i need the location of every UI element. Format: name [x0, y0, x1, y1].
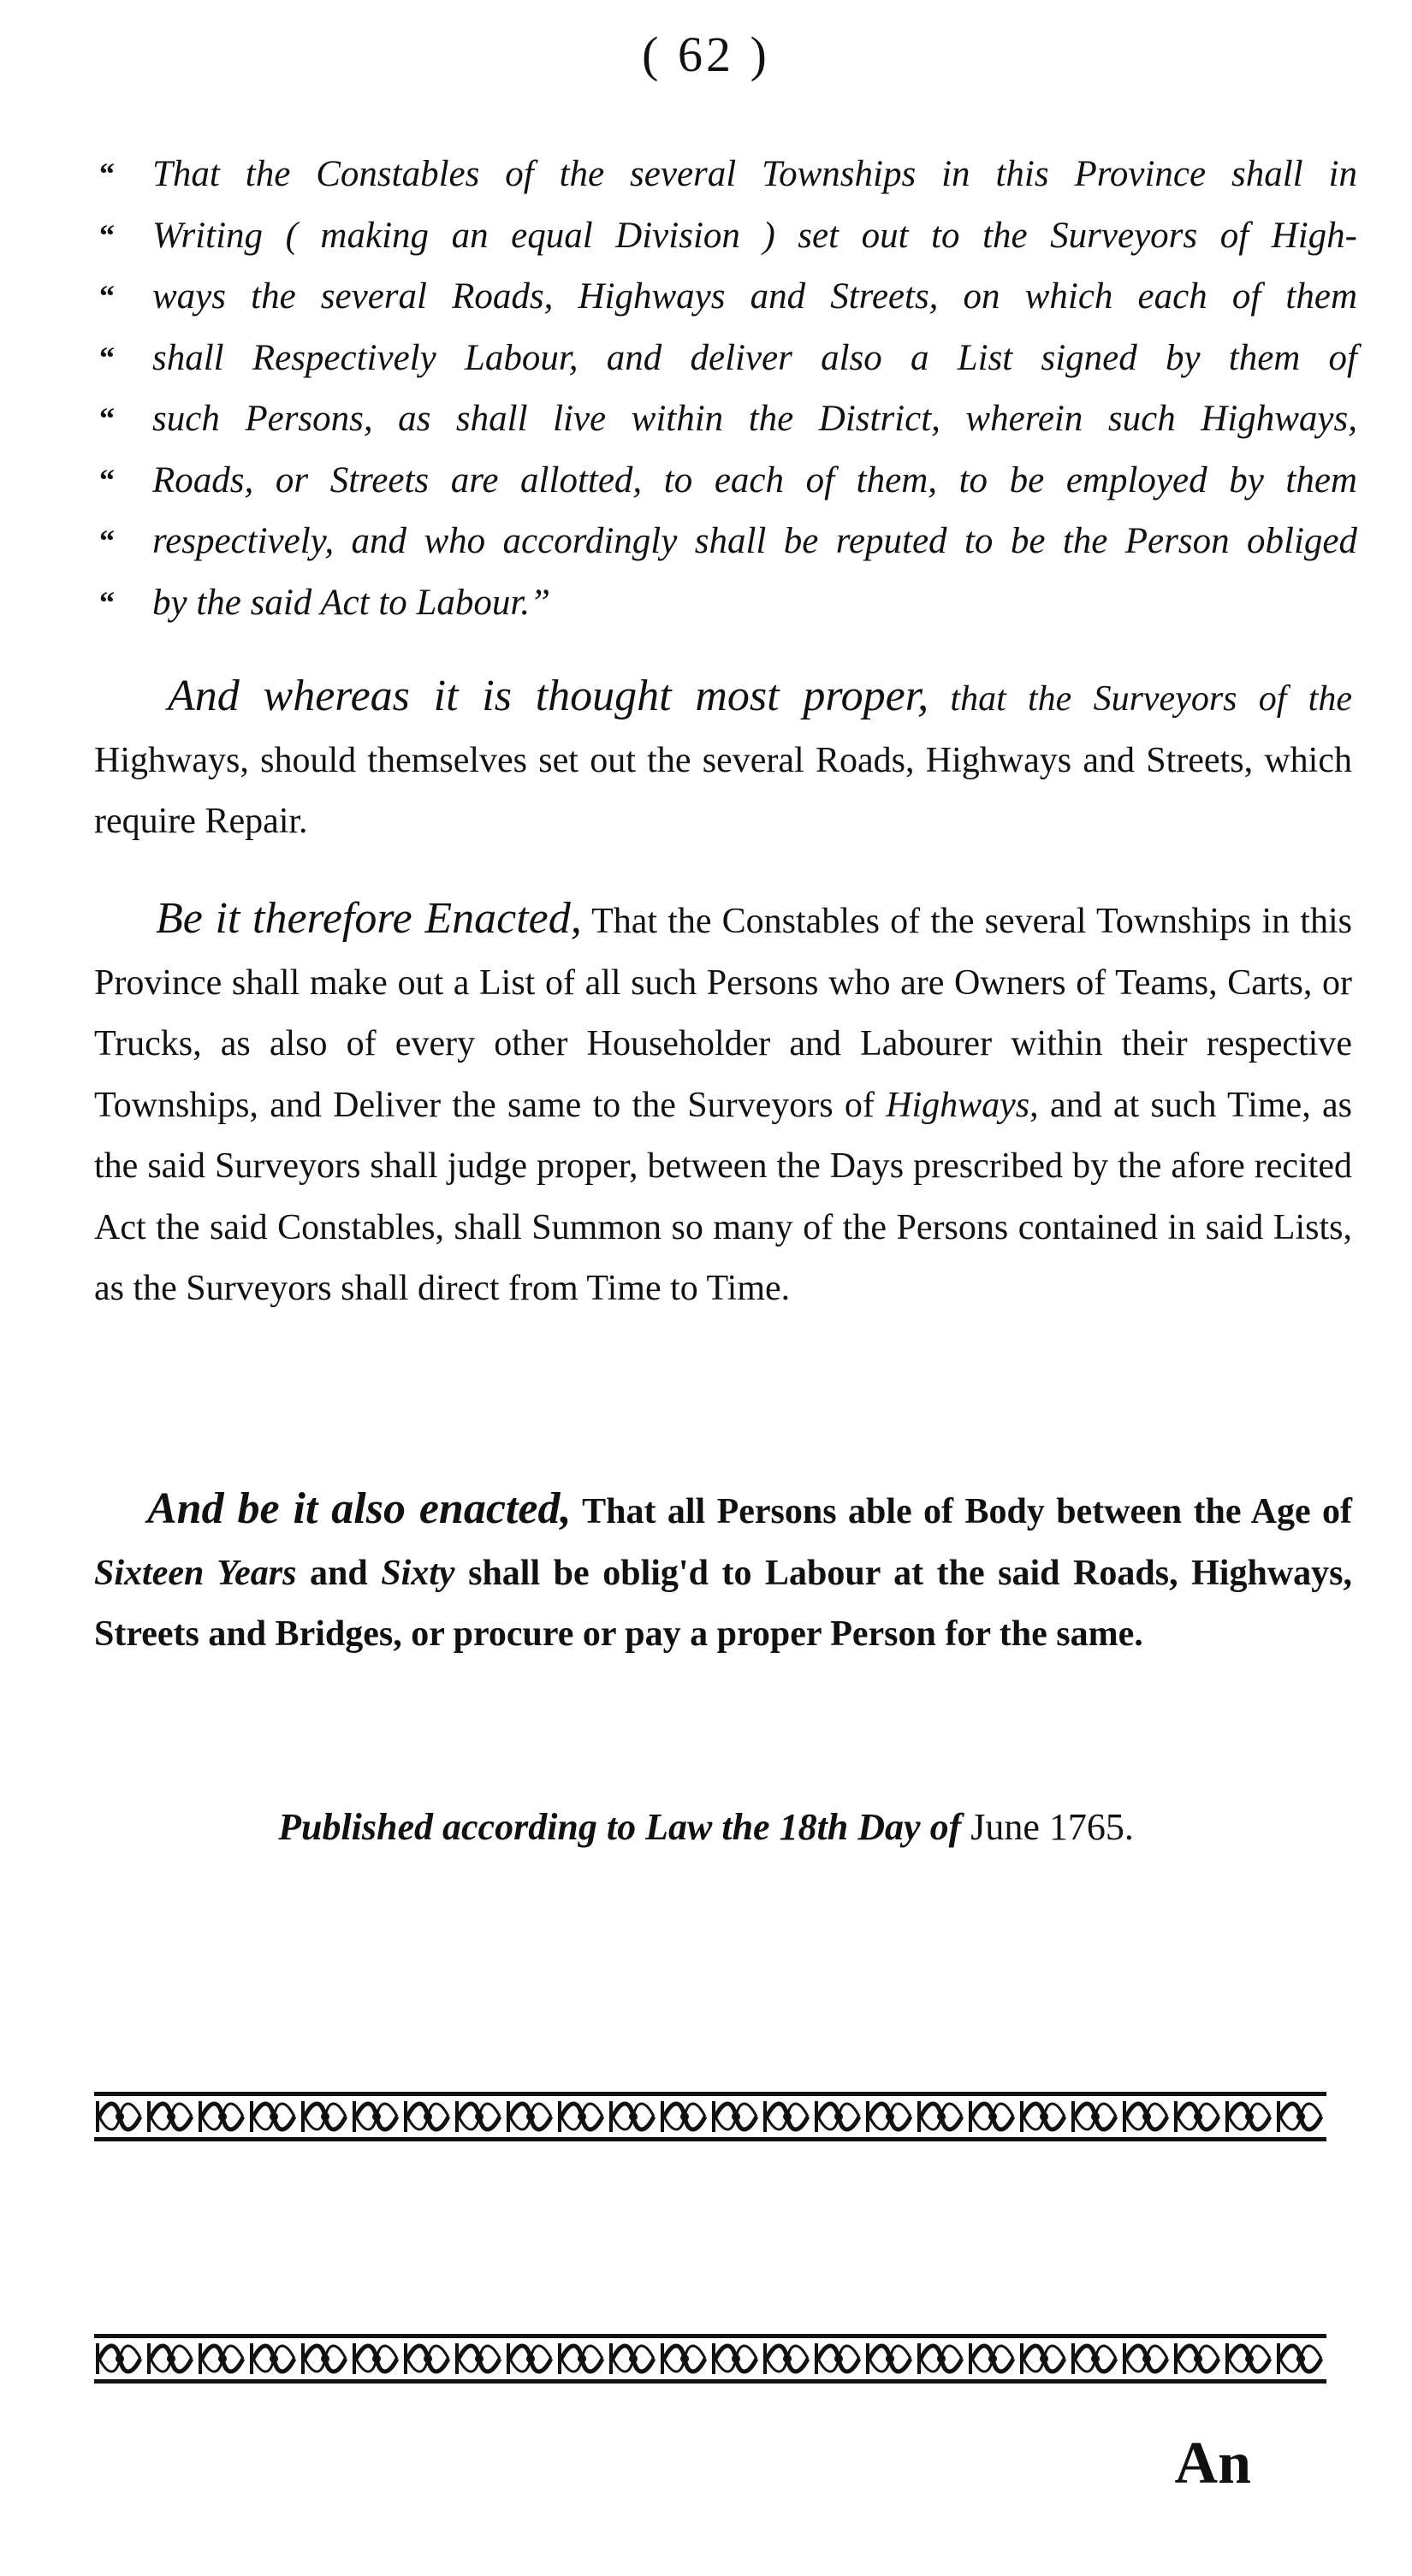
quote-line — [99, 388, 1357, 450]
ornament-motif — [1071, 2343, 1116, 2374]
paragraph-text: and — [296, 1553, 382, 1593]
ornament-motif — [353, 2101, 397, 2132]
quote-mark: “ — [99, 462, 115, 497]
paragraph-text: , and at such Time, as the said Surveyors shall judge proper, between the Days prescribed by the afore recited Act the said Constables, shall Summon so many of the Persons contained in said Lists, as the Surveyors shall direct from Time to Time. — [94, 1085, 1352, 1308]
ornament-motif — [1174, 2101, 1219, 2132]
quote-line — [99, 511, 1357, 572]
ornament-motif — [455, 2343, 500, 2374]
paragraph-italic-text: Sixteen Years — [94, 1553, 297, 1593]
paragraph-text: That all Persons able of Body between the Age of — [571, 1492, 1352, 1531]
quote-mark: “ — [99, 157, 115, 191]
paragraph-also-enacted — [94, 1478, 1352, 1666]
ornament-motif — [96, 2343, 140, 2374]
ornament-motif — [301, 2101, 346, 2132]
page-number: ( 62 ) — [642, 27, 770, 82]
quote-line-text: Writing ( making an equal Division ) set out to the Surveyors of High- — [152, 215, 1357, 256]
quote-line — [99, 205, 1357, 267]
ornament-motif — [763, 2343, 808, 2374]
ornament-motif — [404, 2101, 448, 2132]
ornament-motif — [712, 2343, 756, 2374]
ornament-motif — [815, 2343, 859, 2374]
ornament-motif — [301, 2343, 346, 2374]
paragraph-enacted — [94, 888, 1352, 1320]
quote-line-text: That the Constables of the several Townships in this Province shall in — [152, 154, 1357, 194]
ornament-motif — [866, 2101, 911, 2132]
quote-mark: “ — [99, 524, 115, 558]
paragraph-text: shall be oblig'd to Labour at the said Roads, Highways, Streets and Bridges, or procure or pay a proper Person for the same. — [94, 1553, 1352, 1654]
catchword: An — [1174, 2431, 1251, 2496]
ornament-motif — [96, 2101, 140, 2132]
ornament-motif — [558, 2343, 602, 2374]
ornament-motif — [1071, 2101, 1116, 2132]
quoted-act-passage — [99, 144, 1357, 633]
ornament-motif — [507, 2101, 551, 2132]
ornament-motif — [661, 2101, 705, 2132]
ornament-pattern-icon — [94, 2096, 1326, 2137]
ornament-motif — [199, 2101, 243, 2132]
paragraph-italic-text: Highways — [886, 1085, 1030, 1125]
ornament-motif — [712, 2101, 756, 2132]
publication-note-text: Published according to Law the 18th Day of — [278, 1806, 962, 1848]
ornament-motif — [1123, 2343, 1167, 2374]
ornamental-rule-top — [94, 2092, 1326, 2141]
ornament-motif — [250, 2343, 294, 2374]
quote-line — [99, 572, 1357, 634]
quote-line-text: Roads, or Streets are allotted, to each of them, to be employed by them — [152, 459, 1357, 500]
publication-date: June 1765. — [961, 1806, 1134, 1848]
quote-mark: “ — [99, 584, 115, 619]
ornament-motif — [917, 2343, 962, 2374]
ornament-motif — [147, 2101, 192, 2132]
ornament-motif — [917, 2101, 962, 2132]
ornament-motif — [763, 2101, 808, 2132]
ornament-pattern-icon — [94, 2338, 1326, 2379]
ornament-motif — [969, 2343, 1013, 2374]
ornament-motif — [1020, 2101, 1065, 2132]
ornament-motif — [199, 2343, 243, 2374]
paragraph-whereas — [94, 666, 1352, 853]
ornament-motif — [1123, 2101, 1167, 2132]
publication-note — [0, 1805, 1412, 1849]
ornament-motif — [866, 2343, 911, 2374]
quote-mark: “ — [99, 217, 115, 252]
paragraph-lead: Be it therefore Enacted, — [156, 894, 582, 943]
paragraph-italic-text: Sixty — [381, 1553, 455, 1593]
ornament-motif — [1225, 2343, 1270, 2374]
quote-line-text: respectively, and who accordingly shall be reputed to be the Person obliged — [152, 521, 1357, 561]
quote-line — [99, 266, 1357, 328]
ornament-motif — [609, 2101, 654, 2132]
quote-line-text: by the said Act to Labour.” — [152, 582, 551, 623]
ornament-motif — [147, 2343, 192, 2374]
ornament-motif — [1020, 2343, 1065, 2374]
ornament-motif — [661, 2343, 705, 2374]
ornament-motif — [969, 2101, 1013, 2132]
quote-mark: “ — [99, 340, 115, 375]
paragraph-lead: And be it also enacted, — [147, 1484, 572, 1533]
paragraph-text: That the Constables of the several Townships in this Province shall make out a List of all such Persons who are Owners of Teams, Carts, or Trucks, as also of every other Householder and Labourer within their respective Townships, and Deliver the same to the Surveyors of — [94, 902, 1352, 1125]
ornament-motif — [455, 2101, 500, 2132]
quote-line — [99, 144, 1357, 205]
ornament-motif — [1277, 2101, 1321, 2132]
paragraph-italic-text: that the Surveyors of the — [928, 679, 1352, 719]
quote-mark: “ — [99, 279, 115, 313]
ornament-motif — [1277, 2343, 1321, 2374]
ornament-motif — [507, 2343, 551, 2374]
ornamental-rule-bottom — [94, 2334, 1326, 2384]
ornament-motif — [815, 2101, 859, 2132]
paragraph-lead: And whereas it is thought most proper, — [168, 672, 929, 720]
quote-mark: “ — [99, 401, 115, 435]
ornament-motif — [353, 2343, 397, 2374]
ornament-motif — [558, 2101, 602, 2132]
quote-line-text: shall Respectively Labour, and deliver also a List signed by them of — [152, 337, 1357, 378]
quote-line — [99, 450, 1357, 512]
ornament-motif — [404, 2343, 448, 2374]
quote-line-text: such Persons, as shall live within the District, wherein such Highways, — [152, 399, 1357, 439]
ornament-motif — [609, 2343, 654, 2374]
paragraph-text: Highways, should themselves set out the several Roads, Highways and Streets, which require Repair. — [94, 740, 1352, 841]
ornament-motif — [1225, 2101, 1270, 2132]
quote-line — [99, 328, 1357, 389]
ornament-motif — [1174, 2343, 1219, 2374]
ornament-motif — [250, 2101, 294, 2132]
quote-line-text: ways the several Roads, Highways and Streets, on which each of them — [152, 276, 1357, 317]
